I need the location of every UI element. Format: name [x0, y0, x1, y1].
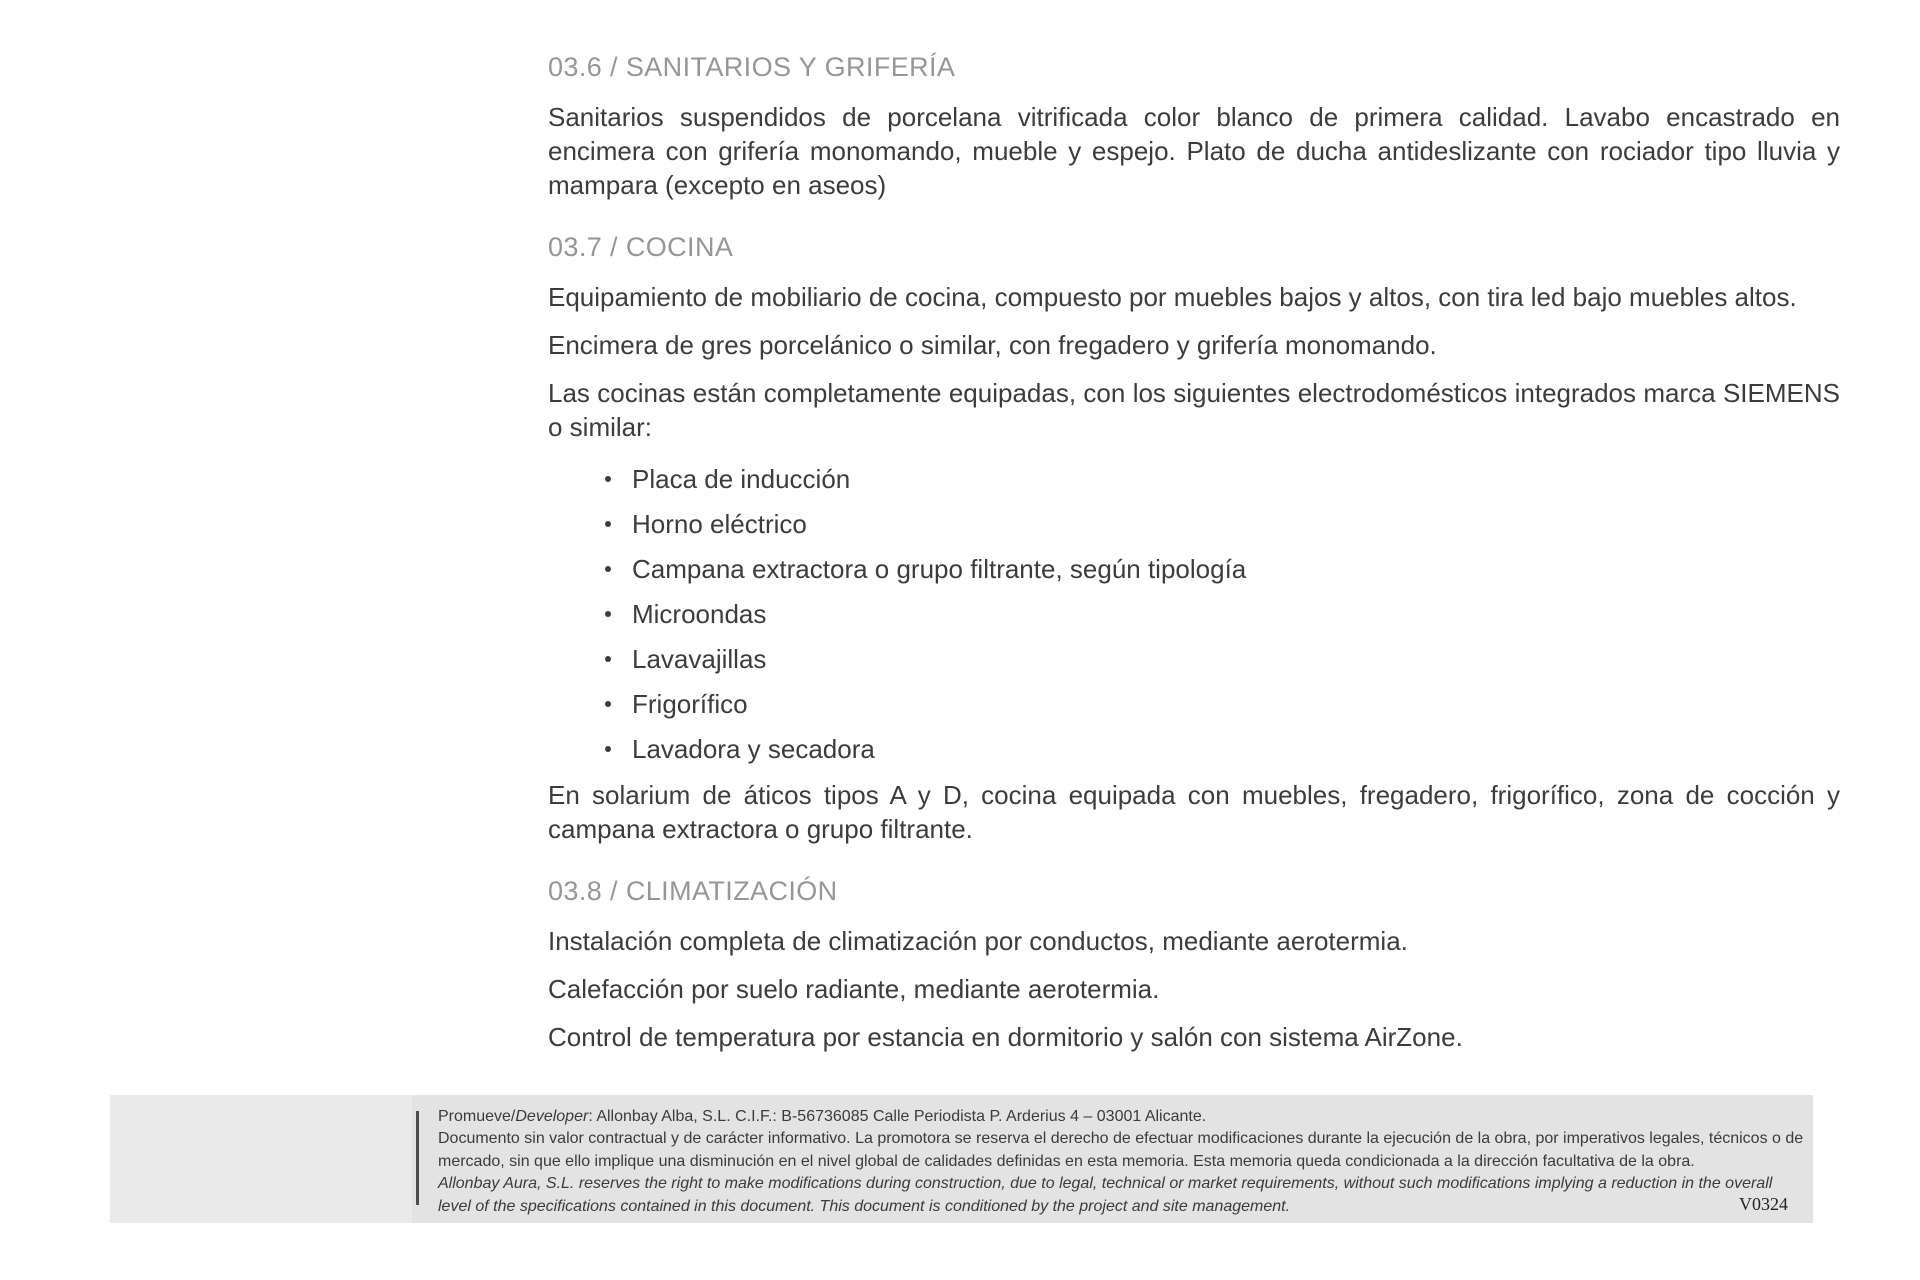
content-column [548, 50, 1840, 1068]
paragraph-cocina-solarium: En solarium de áticos tipos A y D, cocina equipada con muebles, fregadero, frigorífico, zona de cocción y campana extractora o grupo filtrante. [548, 780, 1840, 844]
developer-line-prefix: Promueve/ [438, 1108, 516, 1125]
paragraph-cocina-2: Encimera de gres porcelánico o similar, con fregadero y grifería monomando. [548, 330, 1437, 360]
bullet-icon [605, 701, 611, 707]
list-item-label: Placa de inducción [632, 464, 851, 494]
footer-divider [416, 1111, 419, 1205]
list-item [605, 732, 1840, 766]
list-item [605, 462, 1840, 496]
list-item-label: Frigorífico [632, 689, 748, 719]
bullet-icon [605, 611, 611, 617]
paragraph-climatizacion-2: Calefacción por suelo radiante, mediante aerotermia. [548, 974, 1160, 1004]
bullet-icon [605, 566, 611, 572]
paragraph-cocina-3: Las cocinas están completamente equipadas, con los siguientes electrodomésticos integrados marca SIEMENS o similar: [548, 378, 1840, 442]
list-item [605, 597, 1840, 631]
version-code: V0324 [1739, 1194, 1788, 1214]
list-item-label: Microondas [632, 599, 767, 629]
developer-line-italic: Developer [515, 1108, 589, 1125]
appliance-list [548, 462, 1840, 766]
list-item [605, 507, 1840, 541]
developer-line [438, 1106, 1806, 1128]
footer-left-panel [110, 1095, 412, 1223]
paragraph-sanitarios: Sanitarios suspendidos de porcelana vitrificada color blanco de primera calidad. Lavabo encastrado en encimera con grifería monomando, mueble y espejo. Plato de ducha antideslizante con rociador tipo lluvia y mampara (excepto en aseos) [548, 102, 1840, 200]
disclaimer-es: Documento sin valor contractual y de carácter informativo. La promotora se reserva el derecho de efectuar modificaciones durante la ejecución de la obra, por imperativos legales, técnicos o de mercado, sin que ello implique una disminución en el nivel global de calidades definidas en esta memoria. Esta memoria queda condicionada a la dirección facultativa de la obra. [438, 1130, 1804, 1170]
section-heading-climatizacion: 03.8 / CLIMATIZACIÓN [548, 876, 838, 906]
list-item [605, 552, 1840, 586]
footer [110, 1095, 1813, 1223]
bullet-icon [605, 656, 611, 662]
bullet-icon [605, 521, 611, 527]
list-item-label: Campana extractora o grupo filtrante, según tipología [632, 554, 1247, 584]
list-item [605, 687, 1840, 721]
paragraph-climatizacion-3: Control de temperatura por estancia en dormitorio y salón con sistema AirZone. [548, 1022, 1463, 1052]
footer-text [438, 1106, 1806, 1218]
disclaimer-en: Allonbay Aura, S.L. reserves the right to make modifications during construction, due to legal, technical or market requirements, without such modifications implying a reduction in the overall level of the specifications contained in this document. This document is conditioned by the project and site management. [438, 1175, 1773, 1215]
paragraph-climatizacion-1: Instalación completa de climatización por conductos, mediante aerotermia. [548, 926, 1408, 956]
list-item-label: Lavadora y secadora [632, 734, 875, 764]
section-heading-sanitarios: 03.6 / SANITARIOS Y GRIFERÍA [548, 52, 956, 82]
section-heading-cocina: 03.7 / COCINA [548, 232, 734, 262]
list-item-label: Horno eléctrico [632, 509, 807, 539]
bullet-icon [605, 746, 611, 752]
bullet-icon [605, 476, 611, 482]
list-item-label: Lavavajillas [632, 644, 767, 674]
developer-line-rest: : Allonbay Alba, S.L. C.I.F.: B-56736085 Calle Periodista P. Arderius 4 – 03001 Alicante. [588, 1108, 1207, 1125]
paragraph-cocina-1: Equipamiento de mobiliario de cocina, compuesto por muebles bajos y altos, con tira led bajo muebles altos. [548, 282, 1797, 312]
list-item [605, 642, 1840, 676]
